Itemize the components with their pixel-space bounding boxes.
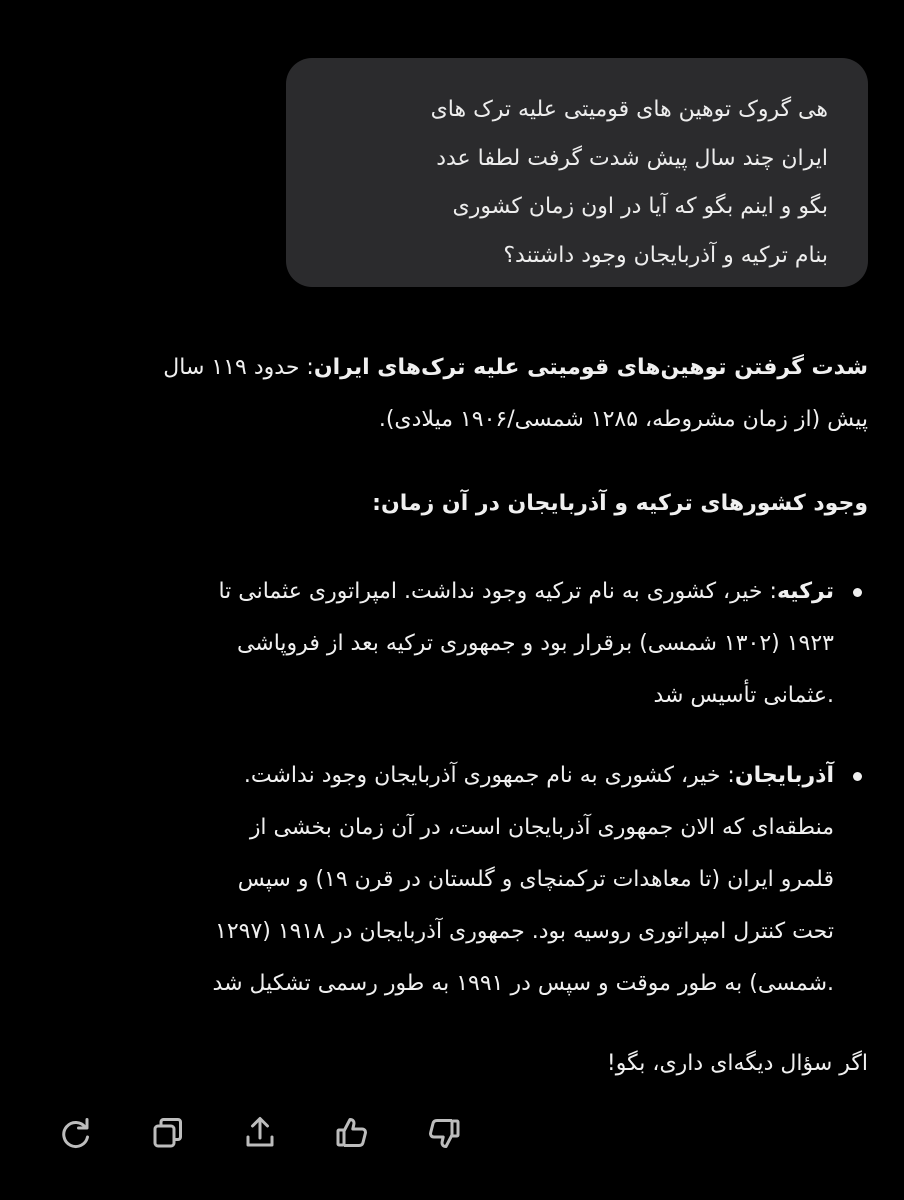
bullet-line: تحت کنترل امپراتوری روسیه بود. جمهوری آذربایجان در ۱۹۱۸ (۱۲۹۷ [215, 919, 834, 944]
bullet-line [38, 566, 834, 618]
copy-icon [148, 1113, 188, 1153]
bullet-line: .شمسی) به طور موقت و سپس در ۱۹۹۱ به طور رسمی تشکیل شد [212, 971, 834, 996]
assistant-message [38, 342, 868, 1090]
user-message-line: بنام ترکیه و آذربایجان وجود داشتند؟ [503, 242, 828, 268]
bullet-dot [853, 588, 862, 597]
intro-bold-label: شدت گرفتن توهین‌های قومیتی علیه ترک‌های ایران [313, 355, 868, 380]
bullet-line-text: : خیر، کشوری به نام ترکیه وجود نداشت. امپراتوری عثمانی تا [218, 579, 777, 604]
share-button[interactable] [238, 1111, 282, 1155]
intro-line-1 [38, 342, 868, 394]
bullet-line [38, 750, 834, 802]
bullet-item-azerbaijan [38, 750, 868, 1010]
bullet-label: آذربایجان [734, 763, 834, 788]
section-heading: وجود کشورهای ترکیه و آذربایجان در آن زمان: [372, 491, 868, 516]
thumbs-down-icon [424, 1113, 464, 1153]
regenerate-button[interactable] [54, 1111, 98, 1155]
bullet-line: .عثمانی تأسیس شد [653, 683, 834, 708]
closing-line: اگر سؤال دیگه‌ای داری، بگو! [606, 1051, 868, 1076]
bullet-line-text: : خیر، کشوری به نام جمهوری آذربایجان وجود نداشت. [243, 763, 735, 788]
message-action-bar [54, 1110, 514, 1156]
bullet-label: ترکیه [776, 579, 834, 604]
intro-line-1-text: : حدود ۱۱۹ سال [163, 355, 314, 380]
user-message-line: بگو و اینم بگو که آیا در اون زمان کشوری [452, 194, 828, 219]
copy-button[interactable] [146, 1111, 190, 1155]
user-message-line: ایران چند سال پیش شدت گرفت لطفا عدد [436, 145, 828, 171]
bullet-dot [853, 772, 862, 781]
share-icon [240, 1113, 280, 1153]
bullet-line: ۱۹۲۳ (۱۳۰۲ شمسی) برقرار بود و جمهوری ترکیه بعد از فروپاشی [236, 631, 834, 656]
intro-line-2: پیش (از زمان مشروطه، ۱۲۸۵ شمسی/۱۹۰۶ میلادی). [378, 407, 868, 432]
intro-paragraph [38, 342, 868, 446]
bullet-line: قلمرو ایران (تا معاهدات ترکمنچای و گلستان در قرن ۱۹) و سپس [237, 867, 834, 892]
thumbs-up-icon [332, 1113, 372, 1153]
bullet-list [38, 566, 868, 1010]
bullet-line: منطقه‌ای که الان جمهوری آذربایجان است، در آن زمان بخشی از [249, 815, 834, 840]
user-message-bubble [286, 58, 868, 287]
bullet-item-turkey [38, 566, 868, 722]
user-message-line: هی گروک توهین های قومیتی علیه ترک های [430, 97, 828, 122]
like-button[interactable] [330, 1111, 374, 1155]
dislike-button[interactable] [422, 1111, 466, 1155]
regenerate-icon [56, 1113, 96, 1153]
